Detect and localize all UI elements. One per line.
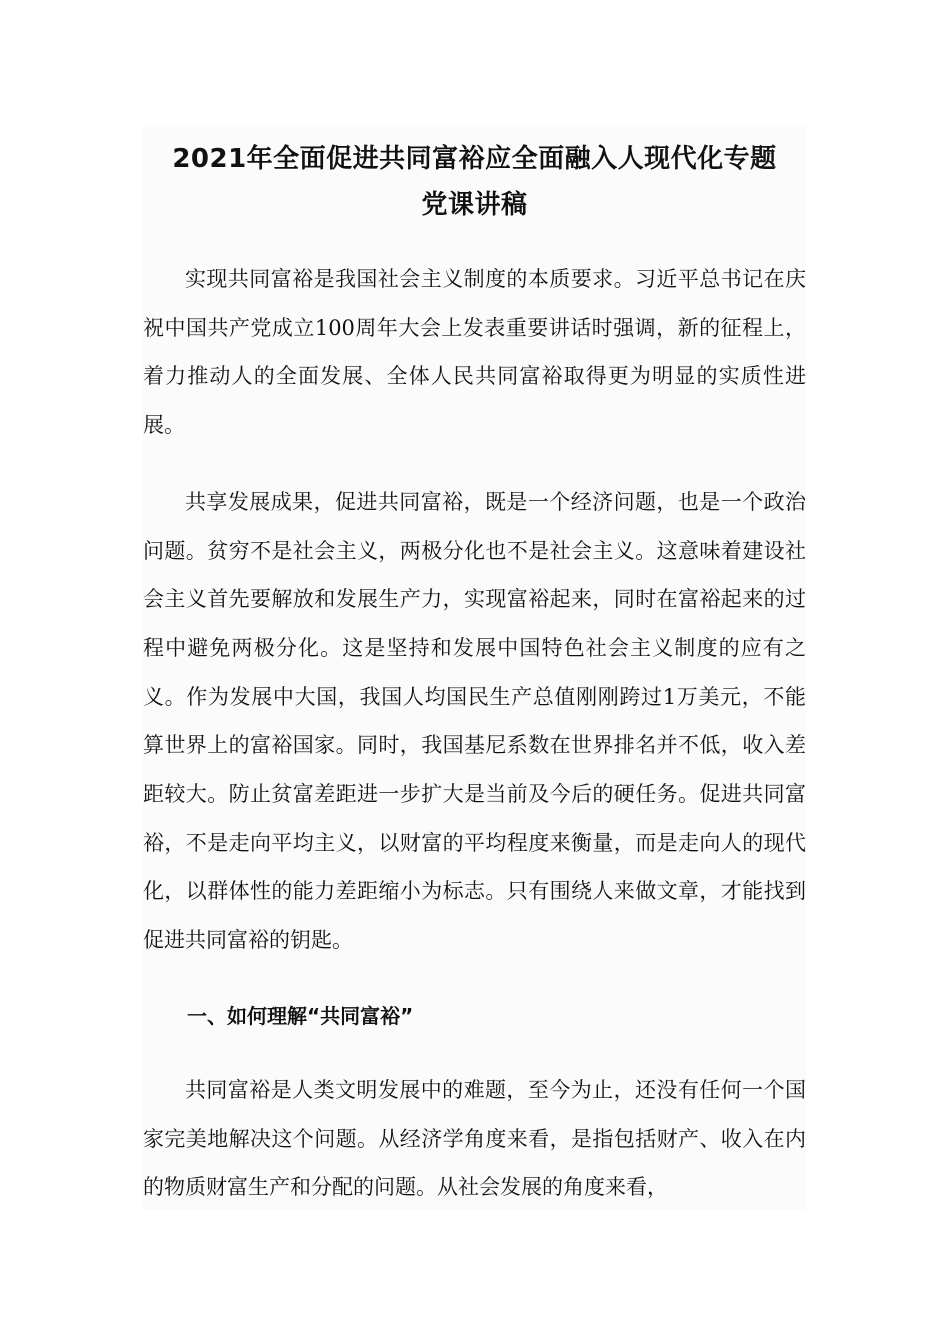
document-page bbox=[143, 125, 806, 1210]
paragraph-section-one: 共同富裕是人类文明发展中的难题，至今为止，还没有任何一个国家完美地解决这个问题。从经济学角度来看，是指包括财产、收入在内的物质财富生产和分配的问题。从社会发展的角度来看， bbox=[143, 1077, 806, 1200]
paragraph-intro: 实现共同富裕是我国社会主义制度的本质要求。习近平总书记在庆祝中国共产党成立100周年大会上发表重要讲话时强调，新的征程上，着力推动人的全面发展、全体人民共同富裕取得更为明显的实质性进展。 bbox=[143, 267, 806, 438]
title-line-2: 党课讲稿 bbox=[421, 190, 528, 220]
title-line-1: 2021年全面促进共同富裕应全面融入人现代化专题 bbox=[172, 144, 777, 174]
section-heading: 一、如何理解“共同富裕” bbox=[187, 1003, 414, 1028]
document-title bbox=[143, 125, 806, 228]
paragraph-shared-development: 共享发展成果，促进共同富裕，既是一个经济问题，也是一个政治问题。贫穷不是社会主义，两极分化也不是社会主义。这意味着建设社会主义首先要解放和发展生产力，实现富裕起来，同时在富裕起来的过程中避免两极分化。这是坚持和发展中国特色社会主义制度的应有之义。作为发展中大国，我国人均国民生产总值刚刚跨过1万美元，不能算世界上的富裕国家。同时，我国基尼系数在世界排名并不低，收入差距较大。防止贫富差距进一步扩大是当前及今后的硬任务。促进共同富裕，不是走向平均主义，以财富的平均程度来衡量，而是走向人的现代化，以群体性的能力差距缩小为标志。只有围绕人来做文章，才能找到促进共同富裕的钥匙。 bbox=[143, 489, 806, 953]
